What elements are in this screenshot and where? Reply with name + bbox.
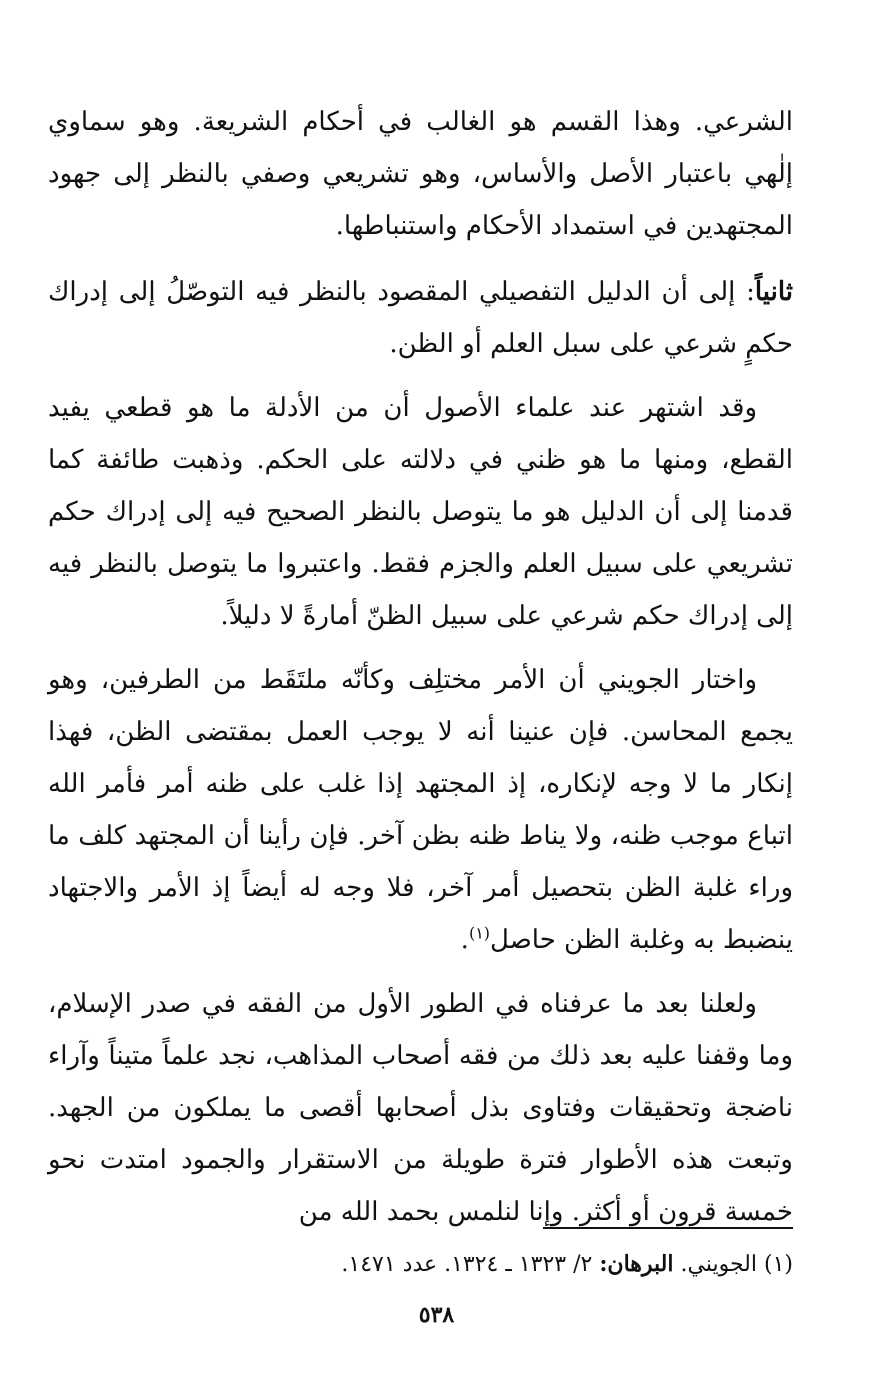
paragraph-5: ولعلنا بعد ما عرفناه في الطور الأول من الفقه في صدر الإسلام، وما وقفنا عليه بعد ذلك من فقه أصحاب المذاهب، نجد علماً متيناً وآراء ناضجة وتحقيقات وفتاوى بذل أصحابها أقصى ما يملكون من الجهد. وتبعت هذه الأطوار فترة طويلة من الاستقرار والجمود امتدت نحو خمسة قرون أو أكثر. وإنا لنلمس بحمد الله من — [48, 989, 793, 1227]
footnote-divider — [543, 1227, 793, 1229]
paragraph-1: الشرعي. وهذا القسم هو الغالب في أحكام الشريعة. وهو سماوي إلٰهي باعتبار الأصل والأساس، وهو تشريعي وصفي بالنظر إلى جهود المجتهدين في استمداد الأحكام واستنباطها. — [48, 107, 793, 241]
paragraph-4 — [48, 654, 793, 966]
main-text — [48, 96, 793, 1238]
footnote-details: ٢/ ١٣٢٣ ـ ١٣٢٤. عدد ١٤٧١. — [341, 1252, 593, 1277]
footnote-reference[interactable]: (١) — [468, 923, 491, 943]
paragraph-4-tail: . — [460, 925, 469, 955]
page-number: ٥٣٨ — [418, 1302, 455, 1328]
paragraph-4-text: واختار الجويني أن الأمر مختلِف وكأنّه ملتَقَط من الطرفين، وهو يجمع المحاسن. فإن عنينا أنه لا يوجب العمل بمقتضى الظن، فهذا إنكار ما لا وجه لإنكاره، إذ المجتهد إذا غلب على ظنه أمر فأمر الله اتباع موجب ظنه، ولا يناط ظنه بظن آخر. فإن رأينا أن المجتهد كلف ما وراء غلبة الظن بتحصيل أمر آخر، فلا وجه له أيضاً إذ الأمر والاجتهاد ينضبط به وغلبة الظن حاصل — [48, 665, 793, 955]
footnote — [48, 1246, 793, 1283]
paragraph-2-lead: ثانياً — [754, 277, 793, 307]
paragraph-3: وقد اشتهر عند علماء الأصول أن من الأدلة ما هو قطعي يفيد القطع، ومنها ما هو ظني في دلالته على الحكم. وذهبت طائفة كما قدمنا إلى أن الدليل هو ما يتوصل بالنظر الصحيح فيه إلى إدراك حكم تشريعي على سبيل العلم والجزم فقط. واعتبروا ما يتوصل بالنظر فيه إلى إدراك حكم شرعي على سبيل الظنّ أمارةً لا دليلاً. — [48, 393, 793, 631]
footnote-author: الجويني. — [680, 1252, 757, 1277]
paragraph-2 — [48, 266, 793, 370]
footnote-source: البرهان: — [599, 1251, 674, 1277]
footnote-number: (١) — [763, 1252, 793, 1277]
paragraph-2-text: : إلى أن الدليل التفصيلي المقصود بالنظر فيه التوصّلُ إلى إدراك حكمٍ شرعي على سبل العلم أو الظن. — [48, 277, 793, 359]
